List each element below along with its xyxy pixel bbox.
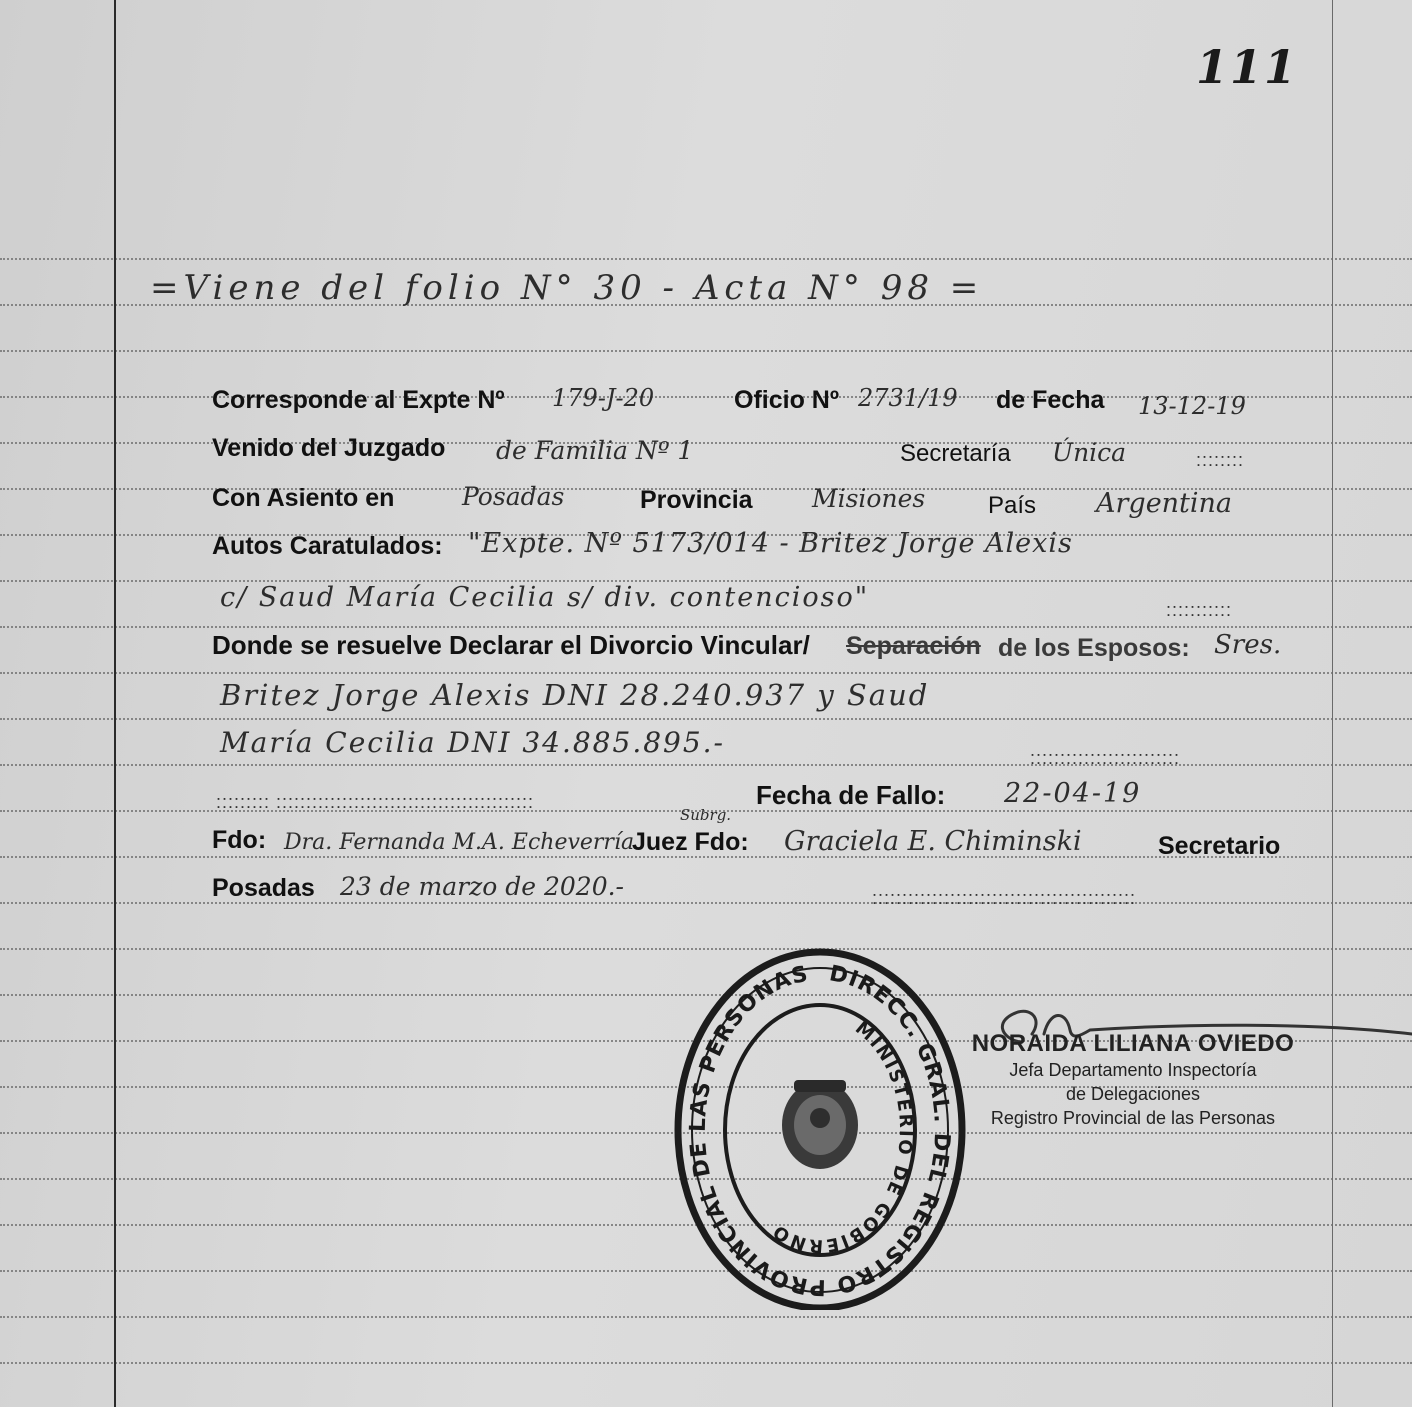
subrog-note: Subrg. <box>680 806 732 824</box>
signatory-title: Jefa Departamento Inspectoría <box>1009 1060 1257 1080</box>
ruled-line <box>0 672 1412 674</box>
asiento-value: Posadas <box>462 482 565 511</box>
seal-outer-text: DIRECC. GRAL. DEL REGISTRO PROVINCIAL DE LAS PERSONAS <box>685 961 955 1300</box>
esposo-value: Britez Jorge Alexis DNI 28.240.937 y Saud <box>220 678 930 712</box>
ruled-line <box>0 350 1412 352</box>
fill-dots: ::::::::::::::::::::::::: <box>1030 748 1181 768</box>
expte-value: 179-J-20 <box>552 384 655 412</box>
left-margin-line <box>114 0 116 1407</box>
fill-dots: :::::::::::::::::::::::::::::::::::::::::::: <box>872 888 1137 908</box>
signature-block <box>968 1030 1298 1130</box>
provincia-value: Misiones <box>812 484 926 513</box>
asiento-label: Con Asiento en <box>212 484 395 512</box>
ruled-line <box>0 1316 1412 1318</box>
right-margin-line <box>1332 0 1333 1407</box>
oficio-value: 2731/19 <box>858 384 958 412</box>
juzgado-value: de Familia Nº 1 <box>496 436 694 465</box>
ruled-line <box>0 718 1412 720</box>
pais-label: País <box>988 492 1037 519</box>
juez-label: Juez Fdo: <box>632 828 749 856</box>
signatory-name: NORAIDA LILIANA OVIEDO <box>971 1030 1295 1057</box>
secretario-label: Secretario <box>1158 832 1281 860</box>
fecha-label: de Fecha <box>996 386 1105 414</box>
coat-of-arms-emblem <box>782 1080 858 1169</box>
separacion-struck: Separación <box>846 632 981 660</box>
fdo-label: Fdo: <box>212 826 267 854</box>
signatory-department: de Delegaciones <box>1065 1084 1201 1104</box>
posadas-value: 23 de marzo de 2020.- <box>340 872 624 901</box>
venido-label: Venido del Juzgado <box>212 434 446 462</box>
fill-dots: ::::::::::: <box>1166 600 1233 620</box>
ruled-line <box>0 626 1412 628</box>
posadas-label: Posadas <box>212 874 315 902</box>
fill-dots: :::::::: <box>1196 450 1245 470</box>
oficio-label: Oficio Nº <box>734 386 839 414</box>
resuelve-text: Donde se resuelve Declarar el Divorcio Vincular/ <box>212 630 810 660</box>
sres-value: Sres. <box>1214 630 1282 660</box>
autos-label: Autos Caratulados: <box>212 532 443 560</box>
secretario-value: Graciela E. Chiminski <box>784 826 1082 857</box>
secretaria-label: Secretaría <box>900 440 1011 467</box>
esposos-text: de los Esposos: <box>998 634 1190 662</box>
signatory-institution: Registro Provincial de las Personas <box>990 1108 1276 1128</box>
official-seal <box>670 940 970 1310</box>
autos-value-2: c/ Saud María Cecilia s/ div. contencioso" <box>220 582 870 613</box>
heading-note: =Viene del folio N° 30 - Acta N° 98 = <box>150 268 984 308</box>
secretaria-value: Única <box>1052 438 1127 467</box>
corresponde-label: Corresponde al Expte Nº <box>212 386 505 414</box>
pais-value: Argentina <box>1096 488 1233 519</box>
ruled-line <box>0 1362 1412 1364</box>
fill-dots: ::::::::: ::::::::::::::::::::::::::::::::::::::::::: <box>216 792 535 812</box>
fecha-value: 13-12-19 <box>1138 392 1246 420</box>
folio-number: 111 <box>1196 40 1299 94</box>
autos-value-1: "Expte. Nº 5173/014 - Britez Jorge Alexis <box>468 528 1073 559</box>
ruled-line <box>0 764 1412 766</box>
esposa-value: María Cecilia DNI 34.885.895.- <box>220 726 726 759</box>
provincia-label: Provincia <box>640 486 753 514</box>
juez-value: Dra. Fernanda M.A. Echeverría <box>284 830 635 855</box>
fallo-value: 22-04-19 <box>1004 778 1142 809</box>
ruled-line <box>0 258 1412 260</box>
fallo-label: Fecha de Fallo: <box>756 780 946 810</box>
seal-inner-text: MINISTERIO DE GOBIERNO <box>768 1017 917 1257</box>
